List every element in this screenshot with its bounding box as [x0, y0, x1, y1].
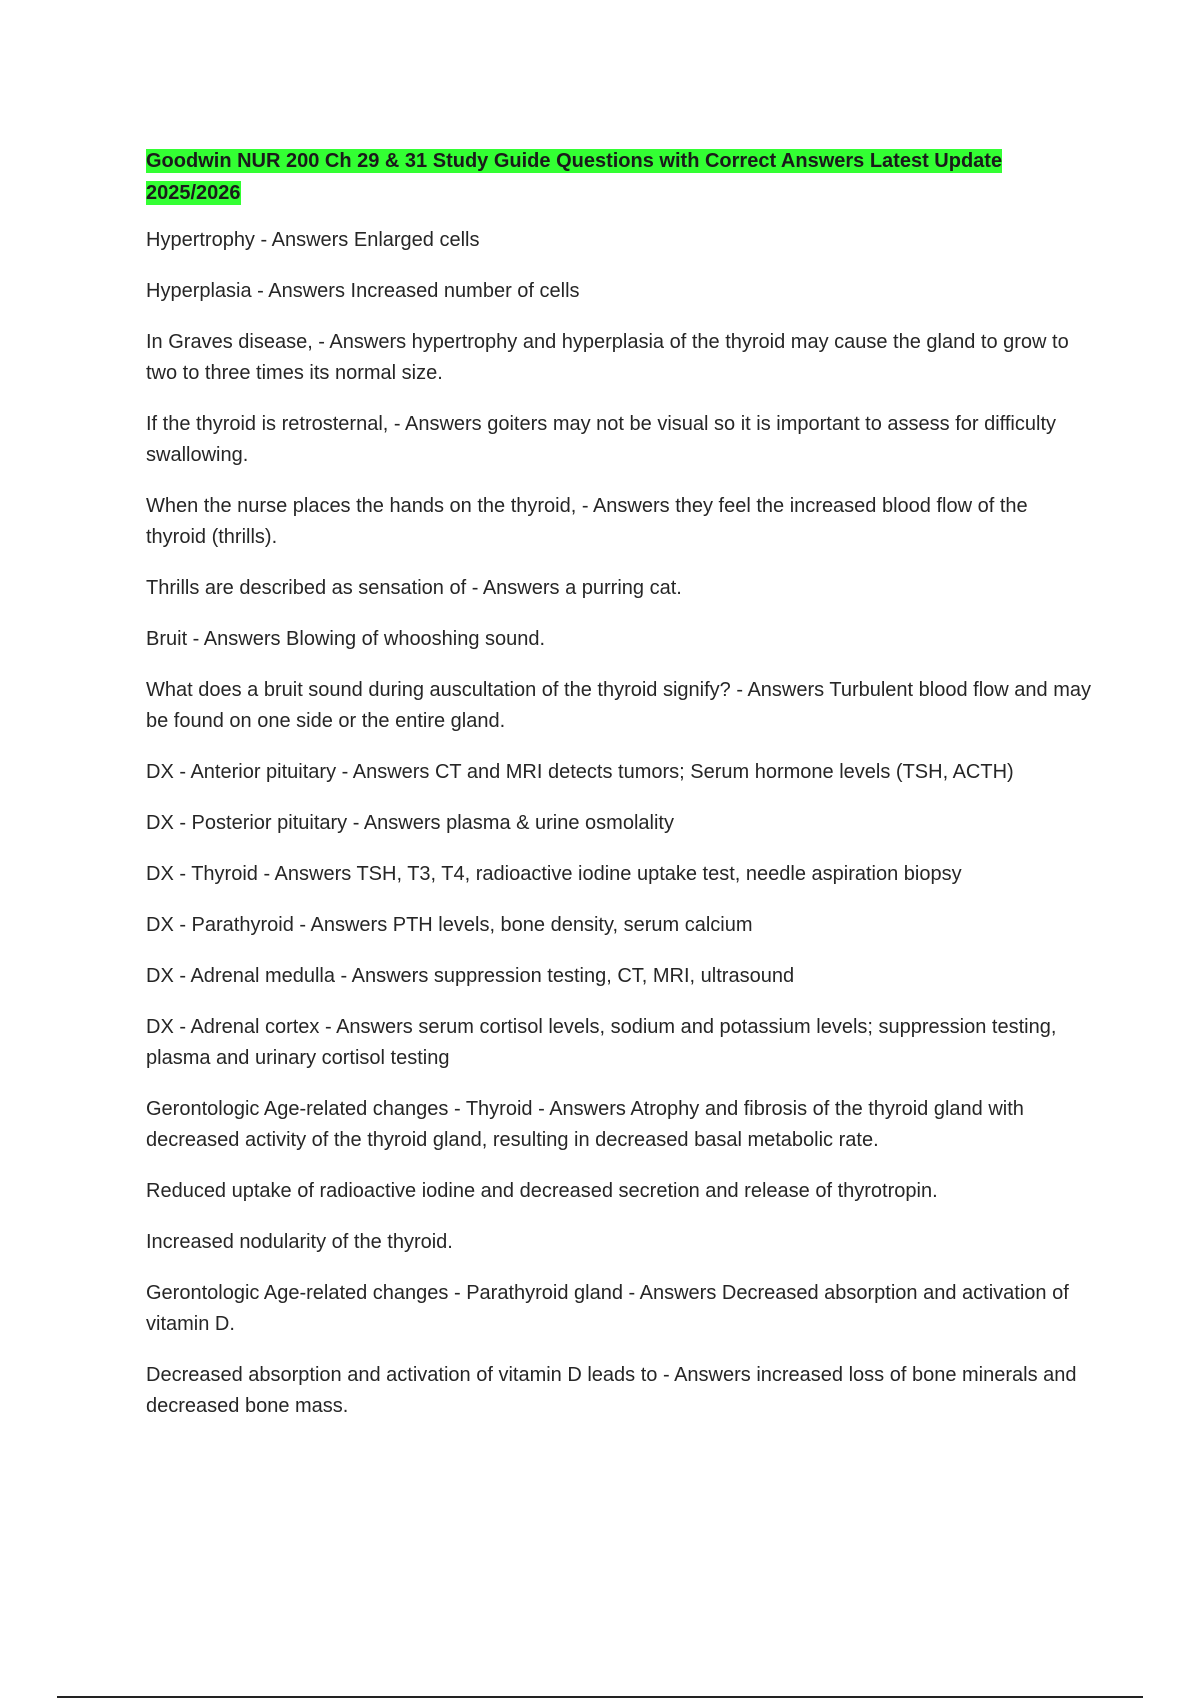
study-entry: DX - Thyroid - Answers TSH, T3, T4, radioactive iodine uptake test, needle aspiration biopsy — [146, 863, 962, 885]
study-entry: DX - Adrenal medulla - Answers suppression testing, CT, MRI, ultrasound — [146, 965, 795, 987]
document-title-text: Goodwin NUR 200 Ch 29 & 31 Study Guide Questions with Correct Answers Latest Update 2025/2026 — [146, 150, 1003, 204]
footer-divider — [57, 1696, 1143, 1698]
study-entry: DX - Posterior pituitary - Answers plasma & urine osmolality — [146, 812, 674, 834]
study-entry: Gerontologic Age-related changes - Parathyroid gland - Answers Decreased absorption and activation of vitamin D. — [146, 1282, 1069, 1335]
study-entry: Increased nodularity of the thyroid. — [146, 1231, 453, 1253]
study-entry: Bruit - Answers Blowing of whooshing sound. — [146, 628, 546, 650]
study-entry: When the nurse places the hands on the thyroid, - Answers they feel the increased blood flow of the thyroid (thrills). — [146, 495, 1028, 548]
document-body — [146, 145, 1091, 1442]
study-entry: Hypertrophy - Answers Enlarged cells — [146, 229, 480, 251]
study-entry: In Graves disease, - Answers hypertrophy and hyperplasia of the thyroid may cause the gland to grow to two to three times its normal size. — [146, 331, 1069, 384]
study-entry: Thrills are described as sensation of - Answers a purring cat. — [146, 577, 682, 599]
study-entry: Hyperplasia - Answers Increased number of cells — [146, 280, 580, 302]
document-title — [146, 145, 1091, 209]
study-entry: Reduced uptake of radioactive iodine and decreased secretion and release of thyrotropin. — [146, 1180, 938, 1202]
study-entry: Decreased absorption and activation of vitamin D leads to - Answers increased loss of bone minerals and decreased bone mass. — [146, 1364, 1077, 1417]
study-entry: What does a bruit sound during auscultation of the thyroid signify? - Answers Turbulent blood flow and may be found on one side or the entire gland. — [146, 679, 1091, 732]
study-entry: Gerontologic Age-related changes - Thyroid - Answers Atrophy and fibrosis of the thyroid gland with decreased activity of the thyroid gland, resulting in decreased basal metabolic rate. — [146, 1098, 1024, 1151]
study-entry: DX - Parathyroid - Answers PTH levels, bone density, serum calcium — [146, 914, 753, 936]
study-entry: DX - Anterior pituitary - Answers CT and MRI detects tumors; Serum hormone levels (TSH, ACTH) — [146, 761, 1014, 783]
study-entry: DX - Adrenal cortex - Answers serum cortisol levels, sodium and potassium levels; suppression testing, plasma and urinary cortisol testing — [146, 1016, 1057, 1069]
study-entry: If the thyroid is retrosternal, - Answers goiters may not be visual so it is important to assess for difficulty swallowing. — [146, 413, 1056, 466]
